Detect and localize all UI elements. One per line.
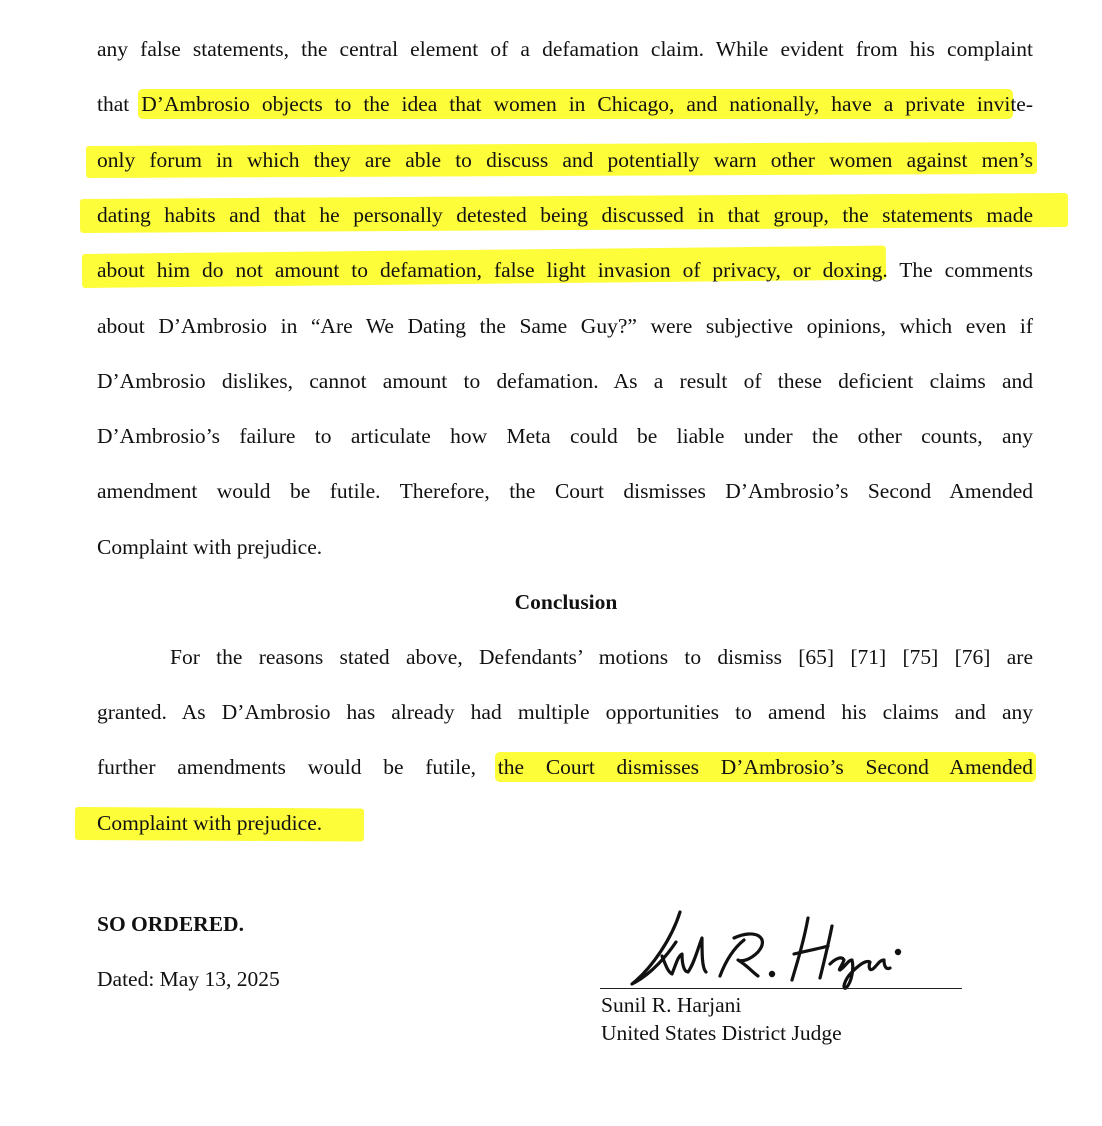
signer-name: Sunil R. Harjani bbox=[601, 993, 742, 1017]
signature-image bbox=[622, 898, 912, 990]
conclusion-line: For the reasons stated above, Defendants’ motions to dismiss [65] [71] [75] [76] are bbox=[170, 645, 1033, 669]
signature-line bbox=[600, 988, 962, 989]
body-line: about D’Ambrosio in “Are We Dating the Same Guy?” were subjective opinions, which even if bbox=[97, 314, 1033, 338]
body-line: Complaint with prejudice. bbox=[97, 535, 323, 559]
conclusion-line: further amendments would be futile, the Court dismisses D’Ambrosio’s Second Amended bbox=[97, 755, 1033, 779]
body-line: D’Ambrosio’s failure to articulate how Meta could be liable under the other counts, any bbox=[97, 424, 1033, 448]
highlighted-text: dating habits and that he personally detested being discussed in that group, the statements made bbox=[97, 203, 1033, 227]
highlighted-text: D’Ambrosio objects to the idea that women in Chicago, and nationally, have a private invi bbox=[141, 92, 1011, 116]
body-line bbox=[97, 201, 1033, 229]
body-line: amendment would be futile. Therefore, the Court dismisses D’Ambrosio’s Second Amended bbox=[97, 479, 1033, 503]
highlighted-text: Complaint with prejudice. bbox=[97, 811, 323, 835]
body-line: D’Ambrosio dislikes, cannot amount to defamation. As a result of these deficient claims and bbox=[97, 369, 1033, 393]
conclusion-line: granted. As D’Ambrosio has already had multiple opportunities to amend his claims and any bbox=[97, 700, 1033, 724]
dated-line: Dated: May 13, 2025 bbox=[97, 967, 280, 991]
body-line: about him do not amount to defamation, false light invasion of privacy, or doxing. The comments bbox=[97, 258, 1033, 282]
highlighted-text: the Court dismisses D’Ambrosio’s Second Amended bbox=[497, 755, 1033, 779]
highlighted-text: only forum in which they are able to discuss and potentially warn other women against men’s bbox=[97, 148, 1033, 172]
body-line: any false statements, the central element of a defamation claim. While evident from his complaint bbox=[97, 37, 1033, 61]
highlighted-text: about him do not amount to defamation, false light invasion of privacy, or doxing. bbox=[97, 258, 888, 282]
so-ordered: SO ORDERED. bbox=[97, 912, 244, 936]
conclusion-heading: Conclusion bbox=[514, 590, 618, 614]
signer-title: United States District Judge bbox=[601, 1021, 842, 1045]
body-line bbox=[97, 146, 1033, 174]
body-line: that D’Ambrosio objects to the idea that women in Chicago, and nationally, have a private invite- bbox=[97, 92, 1033, 116]
conclusion-line bbox=[97, 809, 1033, 837]
